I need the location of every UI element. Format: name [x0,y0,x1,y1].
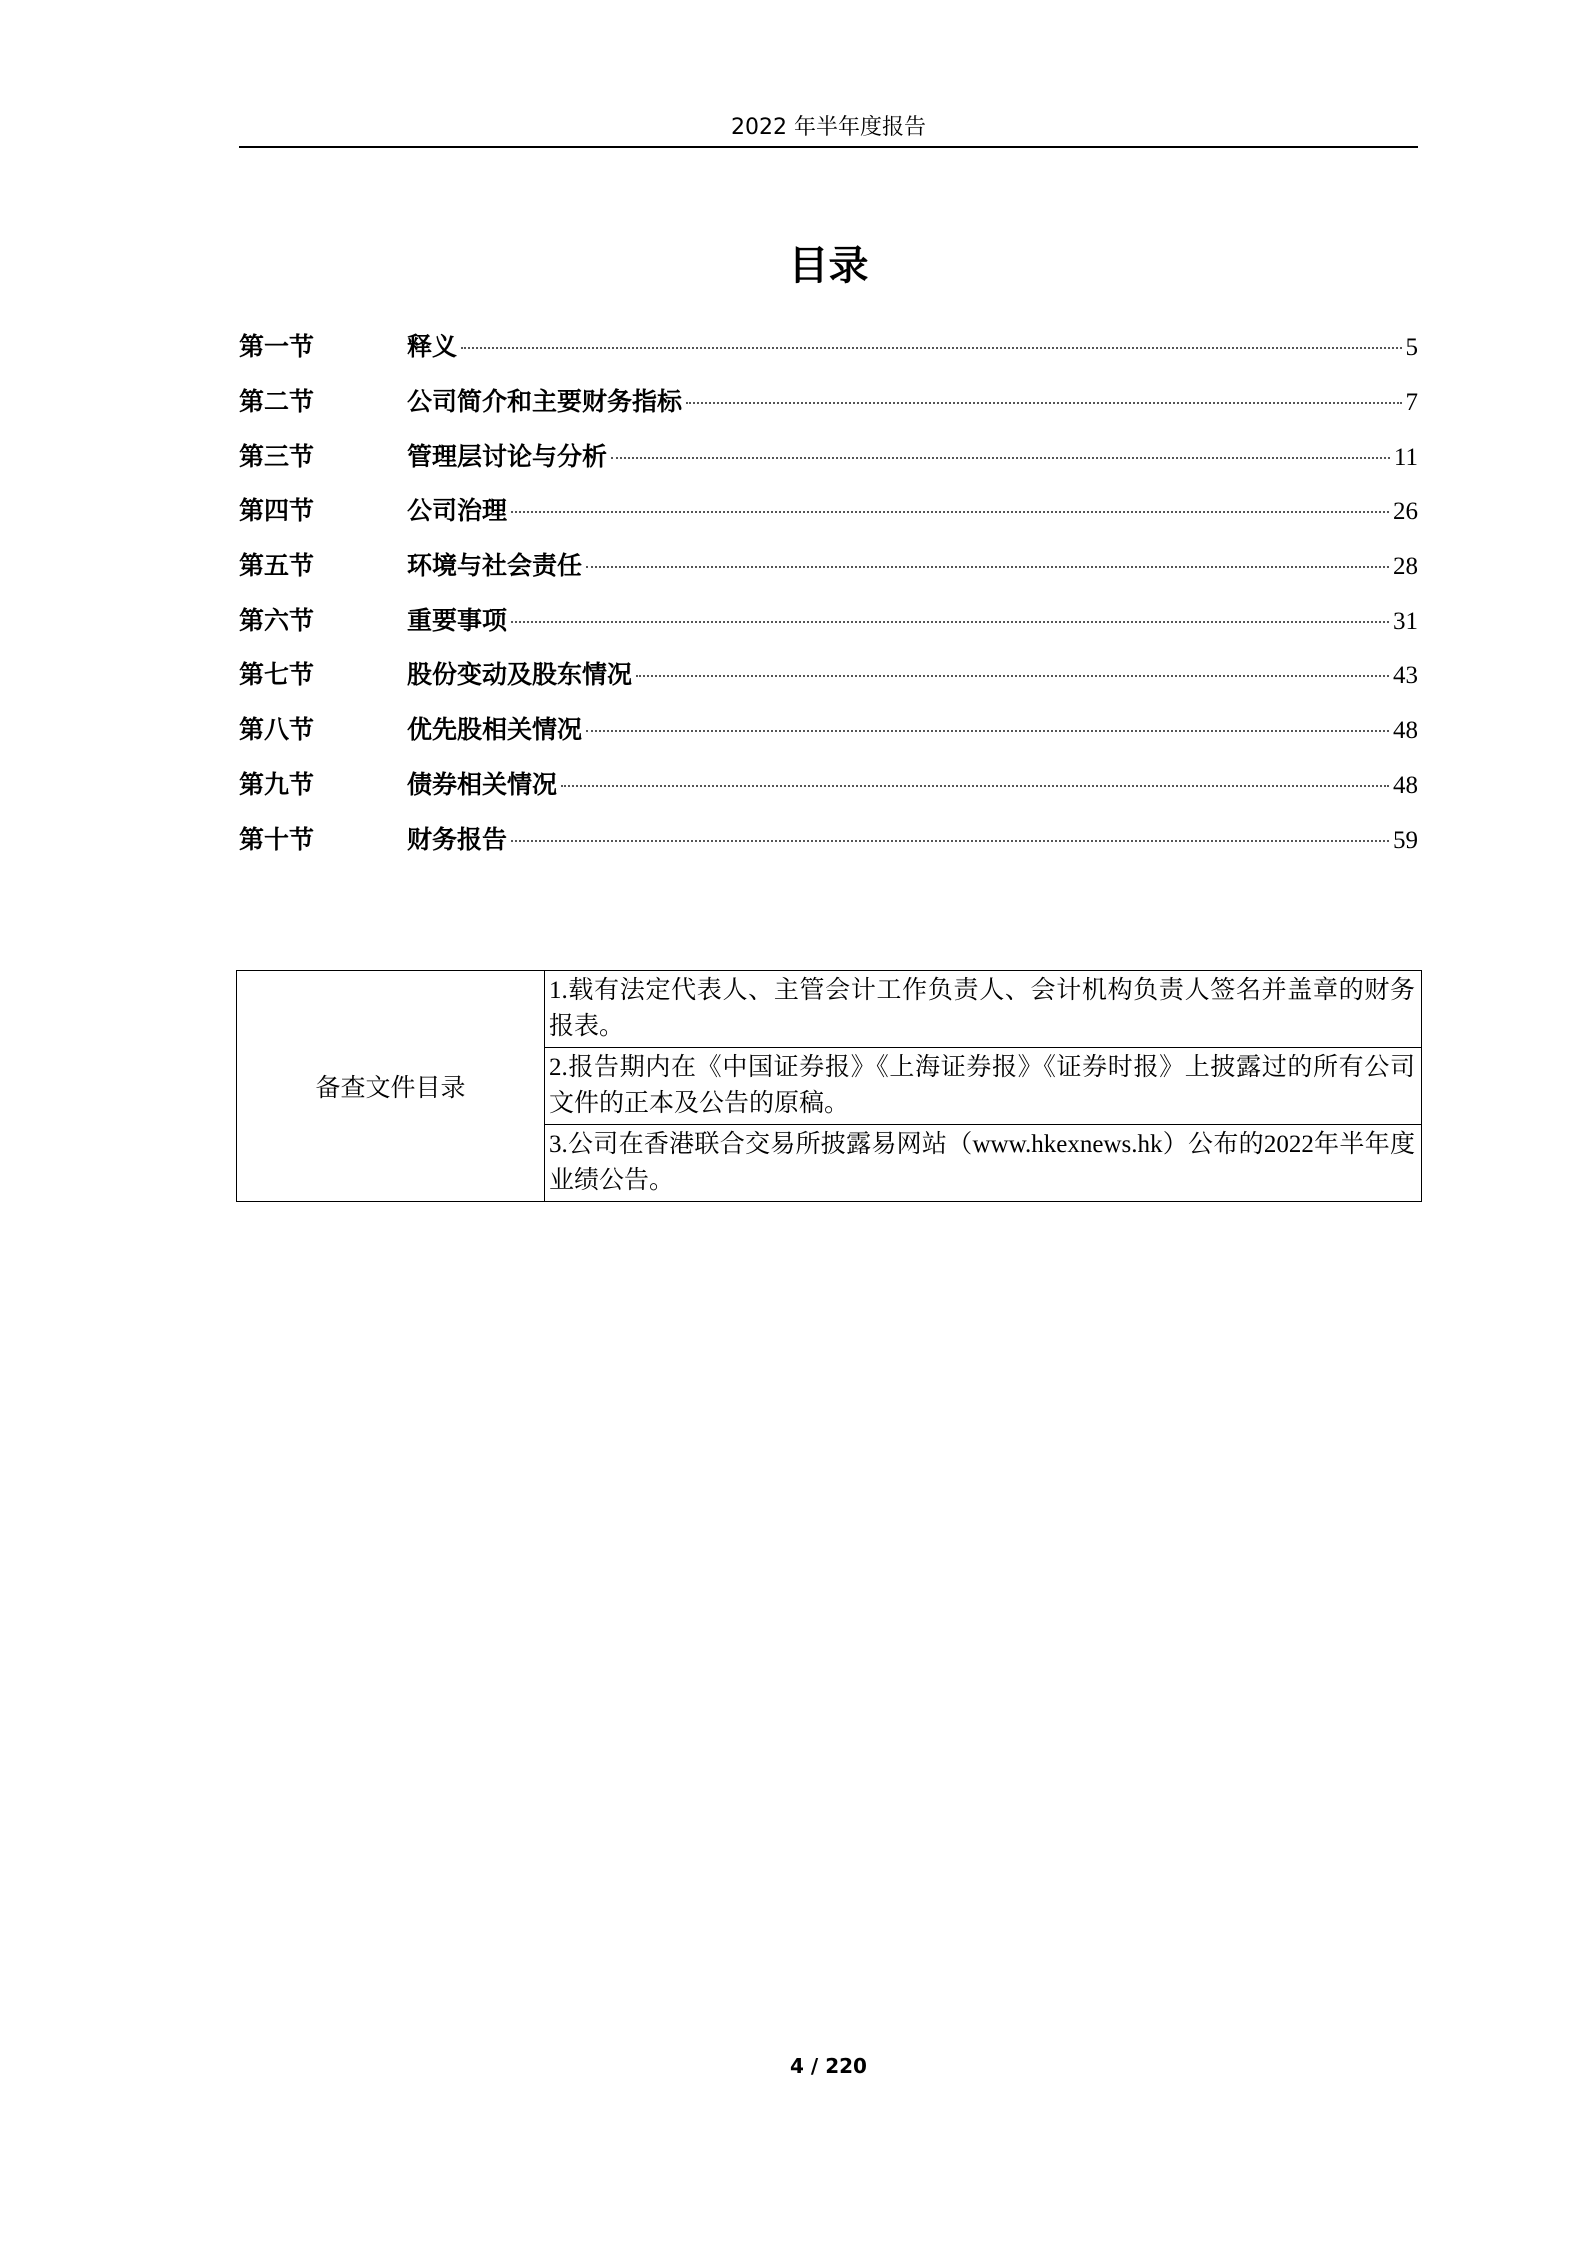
running-header: 2022 年半年度报告 [731,115,926,140]
toc-section-number: 第六节 [239,605,315,635]
toc-page-number: 59 [1393,826,1418,854]
toc-row[interactable] [239,701,1418,756]
toc-section-title: 释义 [407,332,458,362]
toc-row[interactable] [239,373,1418,428]
toc-section-title: 重要事项 [407,605,508,635]
toc-page-number: 43 [1393,662,1418,690]
toc-section-number: 第五节 [239,551,315,581]
reference-document-item: 1.载有法定代表人、主管会计工作负责人、会计机构负责人签名并盖章的财务报表。 [545,971,1422,1048]
toc-page-number: 48 [1393,717,1418,745]
toc-section-number: 第八节 [239,715,315,745]
table-row [237,971,1422,1048]
header-rule [239,146,1418,148]
toc-section-title: 股份变动及股东情况 [407,660,633,690]
toc-page-number: 5 [1405,334,1418,362]
table-of-contents [239,318,1418,865]
reference-document-item: 3.公司在香港联合交易所披露易网站（www.hkexnews.hk）公布的2022年半年度业绩公告。 [545,1125,1422,1202]
toc-row[interactable] [239,427,1418,482]
toc-section-number: 第十节 [239,824,315,854]
reference-document-item: 2.报告期内在《中国证券报》《上海证券报》《证券时报》上披露过的所有公司文件的正本及公告的原稿。 [545,1048,1422,1125]
toc-dot-leader [461,347,1401,349]
toc-dot-leader [511,621,1389,623]
toc-section-number: 第二节 [239,387,315,417]
toc-dot-leader [611,457,1390,459]
toc-section-title: 环境与社会责任 [407,551,583,581]
toc-dot-leader [686,402,1401,404]
toc-row[interactable] [239,318,1418,373]
reference-documents-table [236,970,1422,1202]
toc-section-number: 第九节 [239,769,315,799]
toc-page-number: 31 [1393,607,1418,635]
toc-section-title: 债券相关情况 [407,769,558,799]
toc-title: 目录 [788,243,869,289]
toc-row[interactable] [239,756,1418,811]
toc-row[interactable] [239,810,1418,865]
toc-section-title: 优先股相关情况 [407,715,583,745]
toc-section-number: 第一节 [239,332,315,362]
toc-dot-leader [511,840,1389,842]
toc-section-number: 第三节 [239,441,315,471]
toc-dot-leader [586,566,1389,568]
toc-row[interactable] [239,482,1418,537]
toc-dot-leader [586,730,1389,732]
toc-section-title: 公司治理 [407,496,508,526]
toc-dot-leader [636,675,1389,677]
toc-dot-leader [511,511,1389,513]
toc-row[interactable] [239,591,1418,646]
toc-page-number: 7 [1405,389,1418,417]
toc-page-number: 26 [1393,498,1418,526]
toc-page-number: 11 [1393,443,1418,471]
toc-section-title: 财务报告 [407,824,508,854]
toc-section-title: 公司简介和主要财务指标 [407,387,683,417]
toc-section-title: 管理层讨论与分析 [407,441,608,471]
toc-section-number: 第七节 [239,660,315,690]
toc-row[interactable] [239,537,1418,592]
toc-row[interactable] [239,646,1418,701]
toc-page-number: 28 [1393,553,1418,581]
toc-dot-leader [561,785,1389,787]
toc-section-number: 第四节 [239,496,315,526]
reference-documents-label: 备查文件目录 [237,971,545,1202]
toc-page-number: 48 [1393,771,1418,799]
page-number: 4 / 220 [790,2054,867,2078]
